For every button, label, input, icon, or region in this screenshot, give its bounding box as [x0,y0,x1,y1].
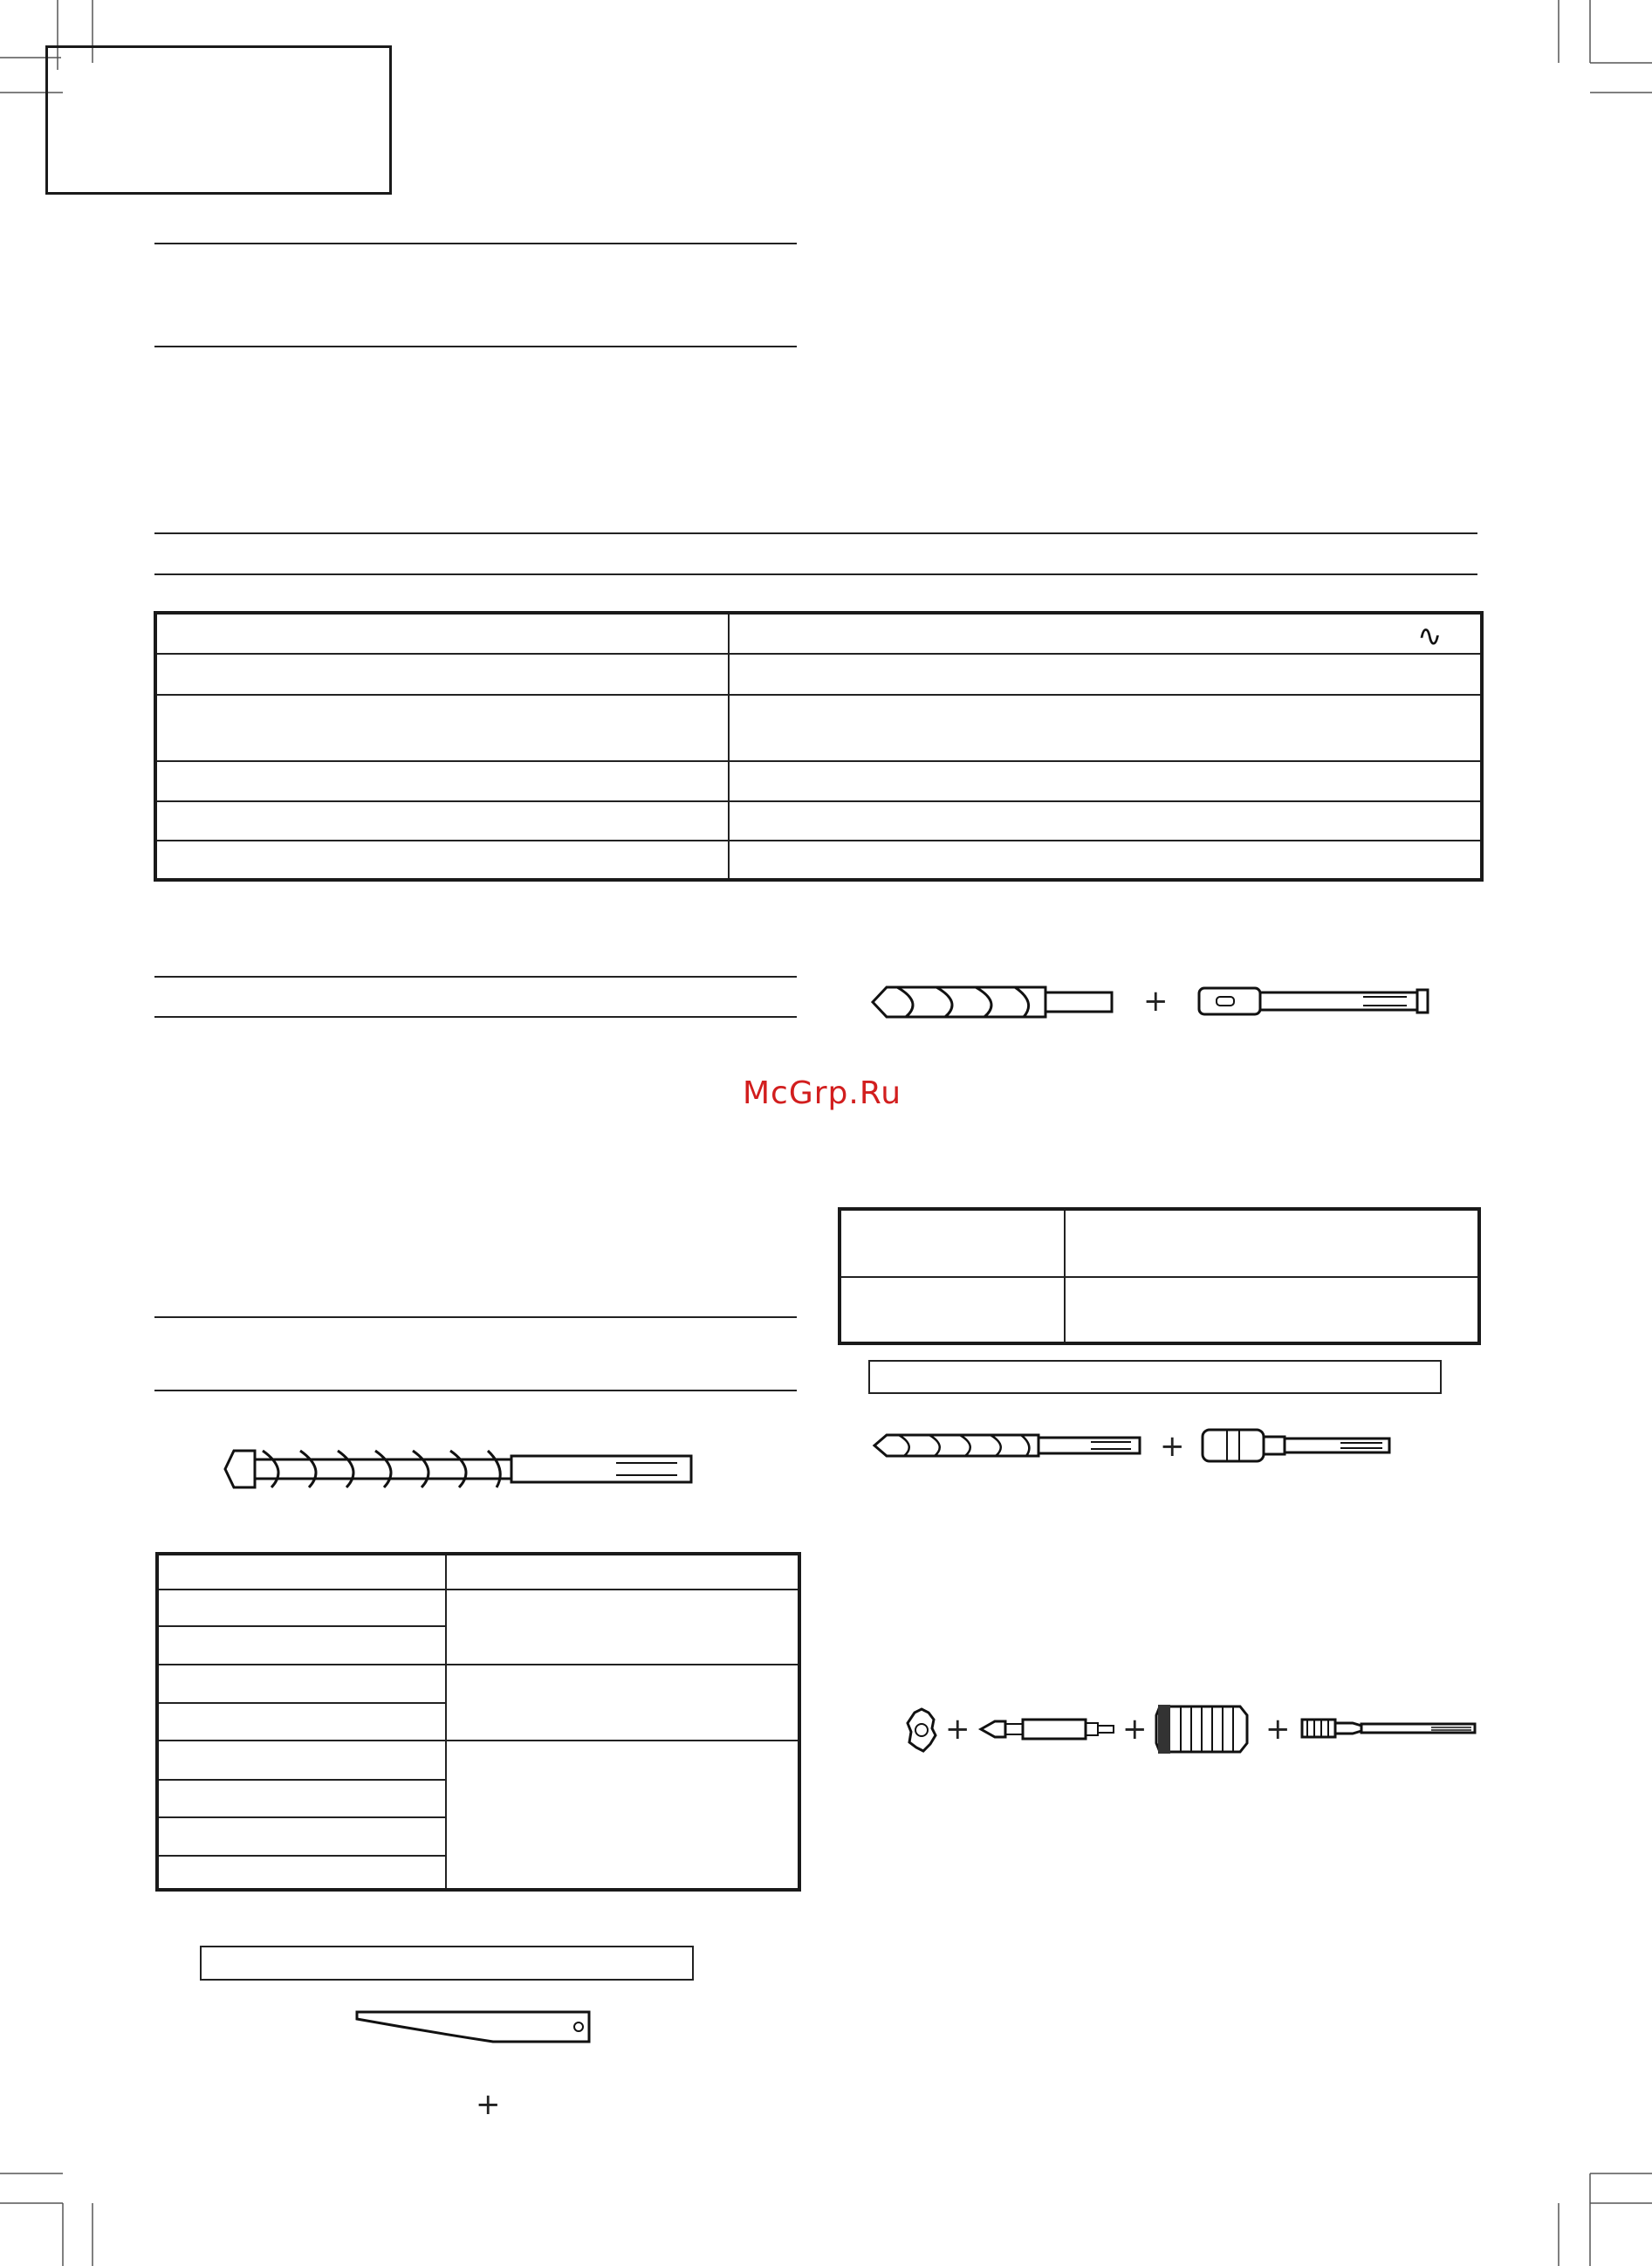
section-rule [154,1390,797,1391]
chuck-adapter-icon [1201,1426,1397,1465]
center-pin-icon [979,1716,1119,1742]
sds-drill-bit-icon [873,1430,1143,1461]
caption-frame [868,1360,1442,1394]
section-rule [154,976,797,978]
core-bit-icon [1155,1703,1252,1755]
table-row-segment [159,1702,445,1704]
table-row [157,840,1480,841]
table-row-segment [159,1779,445,1781]
section-rule [154,1016,797,1018]
plus-sign: + [1265,1712,1291,1747]
spec-heading-rule [154,532,1477,534]
spec-heading-rule [154,573,1477,575]
language-tab-box [45,45,392,195]
table-column-divider [445,1555,447,1888]
table-row [159,1740,798,1741]
specifications-table [154,611,1484,882]
ac-current-symbol: ∿ [1417,619,1443,654]
section-rule [154,1316,797,1318]
plus-sign: + [476,2087,501,2122]
sds-plus-drill-bit-icon [223,1447,695,1491]
bit-size-table [838,1207,1481,1345]
table-row [157,800,1480,802]
section-rule [154,243,797,244]
table-row [159,1664,798,1665]
table-row-segment [159,1816,445,1818]
table-row [841,1276,1477,1278]
plus-sign: + [1143,984,1169,1019]
shank-adapter-icon [1300,1713,1484,1744]
table-row [159,1589,798,1590]
caption-frame [200,1946,694,1981]
taper-shank-adapter-icon [1197,985,1433,1020]
table-row [157,653,1480,655]
table-row-segment [159,1855,445,1857]
drill-bit-icon [871,980,1115,1024]
watermark: McGrp.Ru [743,1075,902,1111]
plus-sign: + [945,1712,970,1747]
cold-chisel-icon [355,2005,600,2045]
plus-sign: + [1160,1429,1185,1464]
table-row [157,760,1480,762]
bit-dimensions-table [155,1552,801,1892]
cotter-icon [904,1706,939,1754]
section-rule [154,346,797,347]
plus-sign: + [1122,1712,1148,1747]
table-row-segment [159,1625,445,1627]
table-row [157,694,1480,696]
